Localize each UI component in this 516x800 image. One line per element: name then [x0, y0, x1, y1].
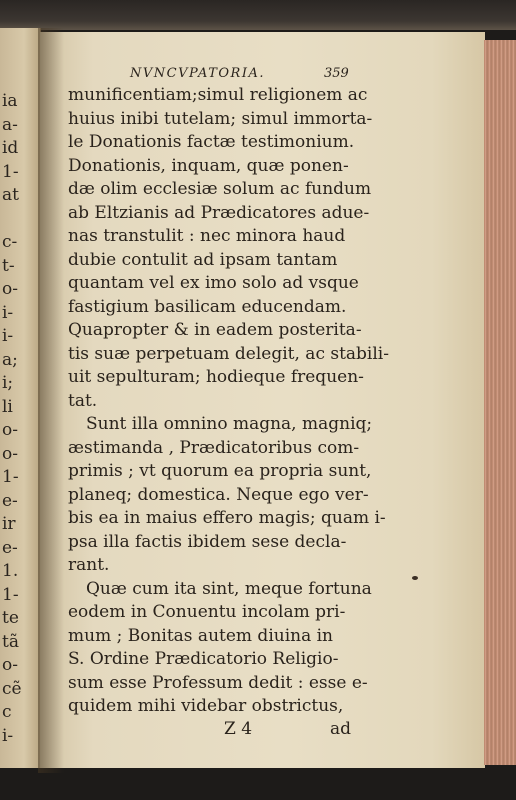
text-line: tis suæ perpetuam delegit, ac stabili-	[68, 343, 389, 364]
left-page-fragment: o-	[2, 443, 18, 464]
text-line: rant.	[68, 555, 110, 575]
left-page-fragment: cẽ	[2, 678, 22, 699]
text-line: nas transtulit : nec minora haud	[68, 226, 346, 246]
left-page-fragment: i-	[2, 725, 14, 746]
text-line: munificentiam;simul religionem ac	[68, 85, 368, 105]
text-line: dubie contulit ad ipsam tantam	[68, 249, 338, 270]
text-line: sum esse Professum dedit : esse e-	[68, 672, 368, 693]
text-line: mum ; Bonitas autem diuina in	[68, 625, 334, 646]
text-line: quidem mihi videbar obstrictus,	[68, 696, 344, 716]
text-line: tat.	[68, 390, 98, 411]
left-page-fragment: at	[2, 185, 19, 205]
left-page-fragment: a;	[2, 349, 18, 370]
text-line: S. Ordine Prædicatorio Religio-	[68, 649, 339, 669]
left-page-fragment: i-	[2, 326, 14, 346]
left-page-fragment: o-	[2, 279, 18, 299]
left-page-fragment: te	[2, 608, 19, 628]
text-line: planeq; domestica. Neque ego ver-	[68, 484, 369, 505]
text-line: Donationis, inquam, quæ ponen-	[68, 155, 349, 176]
text-line: æstimanda , Prædicatoribus com-	[68, 437, 360, 458]
catchword: ad	[330, 718, 352, 739]
left-page-edge	[0, 28, 41, 768]
page-header	[68, 62, 364, 84]
text-line: uit sepulturam; hodieque frequen-	[68, 367, 364, 387]
gutter-shadow	[38, 28, 64, 773]
page-text	[68, 62, 389, 743]
paragraph-2	[68, 413, 386, 578]
text-line: dæ olim ecclesiæ solum ac fundum	[68, 179, 372, 199]
left-page-fragment: tã	[2, 631, 19, 652]
text-line: psa illa factis ibidem sese decla-	[68, 531, 347, 552]
running-head: NVNCVPATORIA.	[130, 66, 265, 81]
text-line: huius inibi tutelam; simul immorta-	[68, 108, 373, 129]
left-page-text-fragments	[2, 90, 38, 748]
left-page-fragment: o-	[2, 655, 18, 675]
left-page-fragment: t-	[2, 255, 15, 276]
left-page-fragment: 1.	[2, 561, 19, 581]
text-line: Quapropter & in eadem posterita-	[68, 320, 362, 340]
left-page-fragment: 1-	[2, 467, 19, 487]
text-line: le Donationis factæ testimonium.	[68, 132, 355, 152]
left-page-fragment: a-	[2, 114, 18, 135]
left-page-fragment: i-	[2, 302, 14, 323]
text-line: eodem in Conuentu incolam pri-	[68, 602, 346, 622]
ink-stain	[412, 576, 418, 580]
left-page-fragment: li	[2, 396, 13, 417]
left-page-fragment	[2, 208, 38, 232]
left-page-fragment: ia	[2, 91, 18, 111]
left-page-fragment: e-	[2, 537, 18, 558]
text-line: ab Eltzianis ad Prædicatores adue-	[68, 202, 370, 223]
book-cover-top	[0, 0, 516, 30]
page-footer	[68, 719, 364, 743]
left-page-fragment: c	[2, 702, 12, 722]
text-line: primis ; vt quorum ea propria sunt,	[68, 461, 372, 481]
left-page-fragment: e-	[2, 490, 18, 511]
text-line: fastigium basilicam educendam.	[68, 296, 347, 317]
page-edges	[484, 40, 516, 765]
signature-mark: Z 4	[224, 718, 253, 739]
page-number: 359	[324, 66, 349, 81]
left-page-fragment: id	[2, 138, 19, 158]
text-line: bis ea in maius effero magis; quam i-	[68, 508, 386, 528]
left-page-fragment: 1-	[2, 584, 19, 605]
text-line: Sunt illa omnino magna, magniq;	[86, 414, 373, 434]
text-line: Quæ cum ita sint, meque fortuna	[86, 578, 372, 599]
text-line: quantam vel ex imo solo ad vsque	[68, 273, 359, 293]
left-page-fragment: o-	[2, 420, 18, 440]
paragraph-1	[68, 84, 389, 413]
left-page-fragment: i;	[2, 373, 14, 393]
left-page-fragment: ir	[2, 514, 16, 534]
paragraph-3	[68, 578, 372, 719]
left-page-fragment: c-	[2, 232, 18, 252]
left-page-fragment: 1-	[2, 161, 19, 182]
